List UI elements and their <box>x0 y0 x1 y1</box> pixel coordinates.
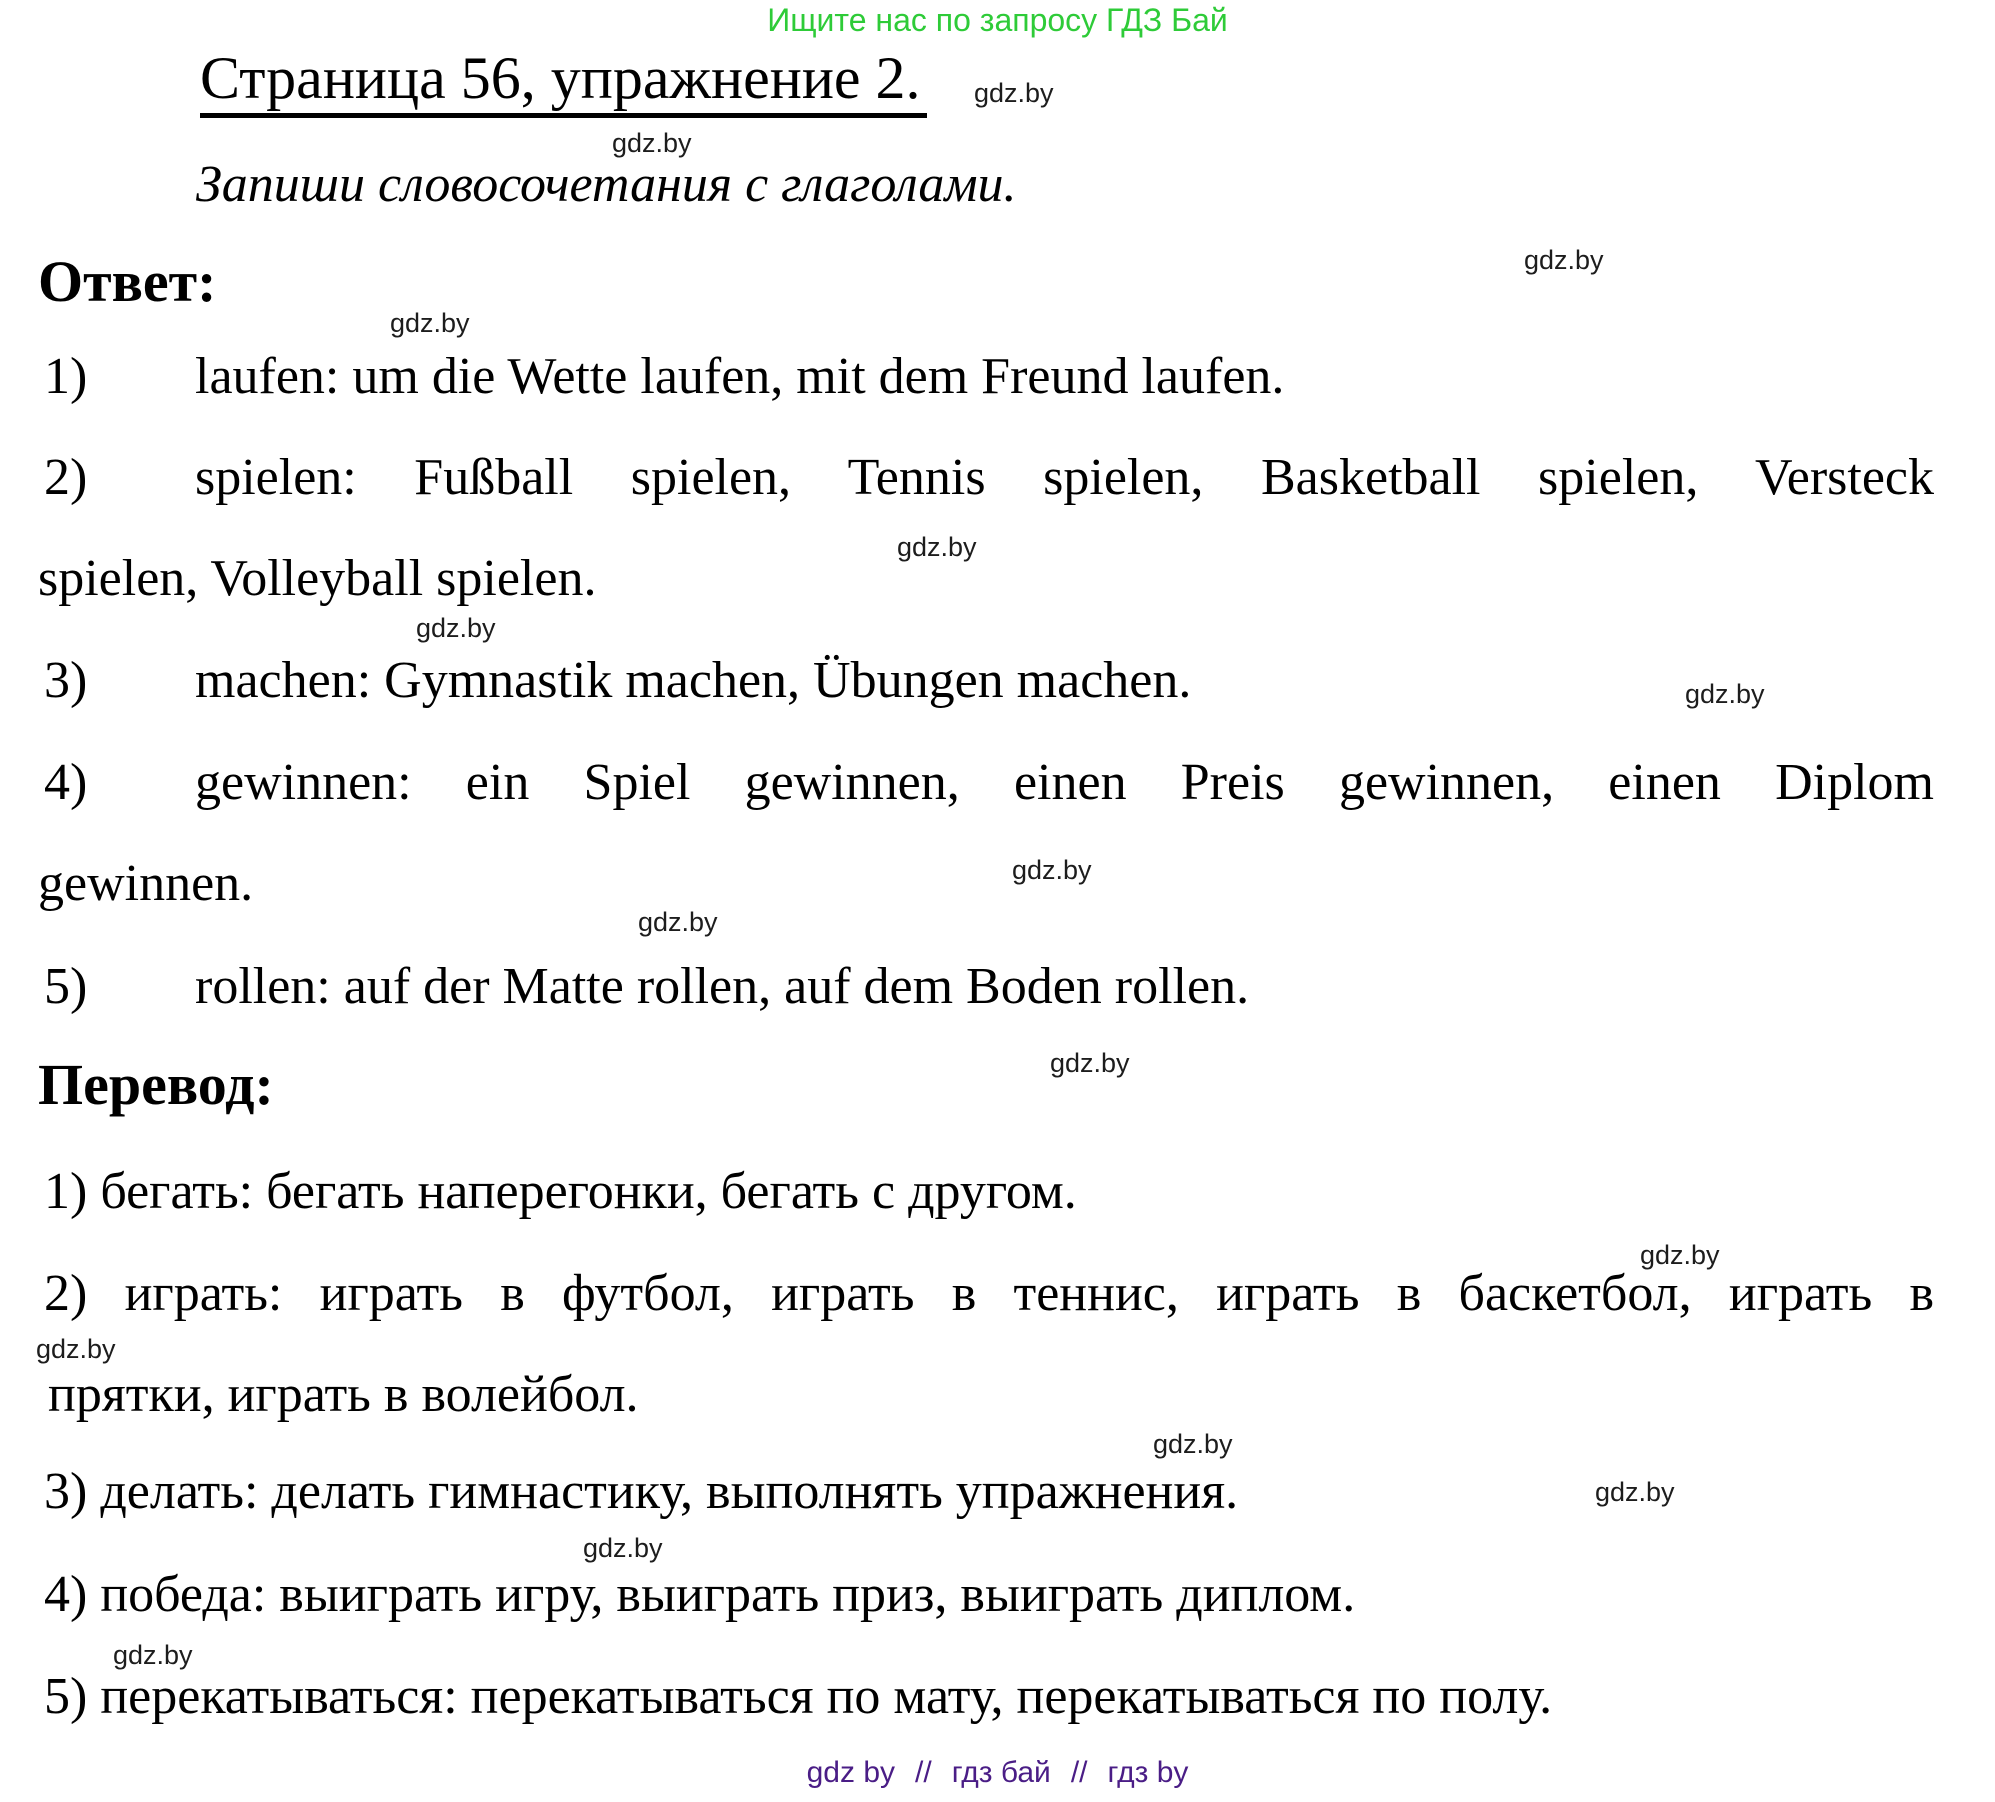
item-number: 3) <box>44 1463 88 1520</box>
item-text: играть: играть в футбол, играть в теннис, играть в баскетбол, играть в <box>124 1265 1935 1322</box>
item-line <box>44 1141 1934 1242</box>
footer-part: гдз бай <box>951 1756 1051 1789</box>
promo-banner: Ищите нас по запросу ГДЗ Бай <box>767 2 1228 38</box>
item-line: gewinnen. <box>38 855 254 912</box>
item-line <box>44 1646 1934 1747</box>
item-text: победа: выиграть игру, выиграть приз, выиграть диплом. <box>100 1566 1356 1623</box>
item-text: перекатываться: перекатываться по мату, перекатываться по полу. <box>100 1668 1553 1725</box>
gdz-watermark: gdz.by <box>390 308 470 338</box>
footer <box>0 1756 1995 1790</box>
item-line: прятки, играть в волейбол. <box>48 1366 639 1423</box>
translation-item-4 <box>38 1544 1934 1645</box>
page-title: Страница 56, упражнение 2. <box>200 48 927 118</box>
translation-item-2 <box>38 1243 1934 1445</box>
gdz-watermark: gdz.by <box>1685 679 1765 709</box>
item-line: spielen, Volleyball spielen. <box>38 550 597 607</box>
answer-item-1 <box>38 326 1934 427</box>
translation-item-5 <box>38 1646 1934 1747</box>
translation-heading: Перевод: <box>38 1052 274 1117</box>
item-number: 1) <box>44 1163 88 1220</box>
item-number: 2) <box>44 1265 88 1322</box>
item-line: spielen: Fußball spielen, Tennis spielen, Basketball spielen, Versteck <box>195 449 1934 506</box>
gdz-watermark: gdz.by <box>416 613 496 643</box>
item-line: rollen: auf der Matte rollen, auf dem Boden rollen. <box>195 958 1250 1015</box>
item-number: 4) <box>44 1566 88 1623</box>
gdz-watermark: gdz.by <box>638 907 718 937</box>
item-number: 5) <box>44 958 88 1015</box>
gdz-watermark: gdz.by <box>1012 855 1092 885</box>
answer-item-3 <box>38 630 1934 731</box>
answer-item-5 <box>38 936 1934 1037</box>
item-text: делать: делать гимнастику, выполнять упражнения. <box>100 1463 1239 1520</box>
gdz-watermark: gdz.by <box>1050 1048 1130 1078</box>
item-line <box>44 1544 1934 1645</box>
item-number: 1) <box>44 348 88 405</box>
gdz-watermark: gdz.by <box>974 78 1054 108</box>
gdz-watermark: gdz.by <box>1640 1240 1720 1270</box>
footer-part: гдз by <box>1107 1756 1189 1789</box>
item-number: 5) <box>44 1668 88 1725</box>
answer-item-4 <box>38 732 1934 934</box>
translation-item-1 <box>38 1141 1934 1242</box>
footer-separator: // <box>1070 1756 1088 1789</box>
item-line: machen: Gymnastik machen, Übungen machen. <box>195 652 1192 709</box>
item-number: 3) <box>44 652 88 709</box>
gdz-watermark: gdz.by <box>583 1533 663 1563</box>
item-text: бегать: бегать наперегонки, бегать с другом. <box>100 1163 1077 1220</box>
answer-heading: Ответ: <box>38 249 217 314</box>
gdz-watermark: gdz.by <box>897 532 977 562</box>
gdz-watermark: gdz.by <box>1153 1429 1233 1459</box>
item-line: laufen: um die Wette laufen, mit dem Freund laufen. <box>195 348 1285 405</box>
item-number: 4) <box>44 754 88 811</box>
gdz-watermark: gdz.by <box>612 128 692 158</box>
task-instruction: Запиши словосочетания с глаголами. <box>196 156 1017 213</box>
gdz-watermark: gdz.by <box>36 1334 116 1364</box>
footer-separator: // <box>915 1756 932 1789</box>
footer-part: gdz by <box>806 1756 896 1789</box>
item-number: 2) <box>44 449 88 506</box>
answer-item-2 <box>38 427 1934 629</box>
gdz-watermark: gdz.by <box>1595 1477 1675 1507</box>
gdz-watermark: gdz.by <box>113 1640 193 1670</box>
item-line: gewinnen: ein Spiel gewinnen, einen Preis gewinnen, einen Diplom <box>195 754 1934 811</box>
gdz-watermark: gdz.by <box>1524 245 1604 275</box>
